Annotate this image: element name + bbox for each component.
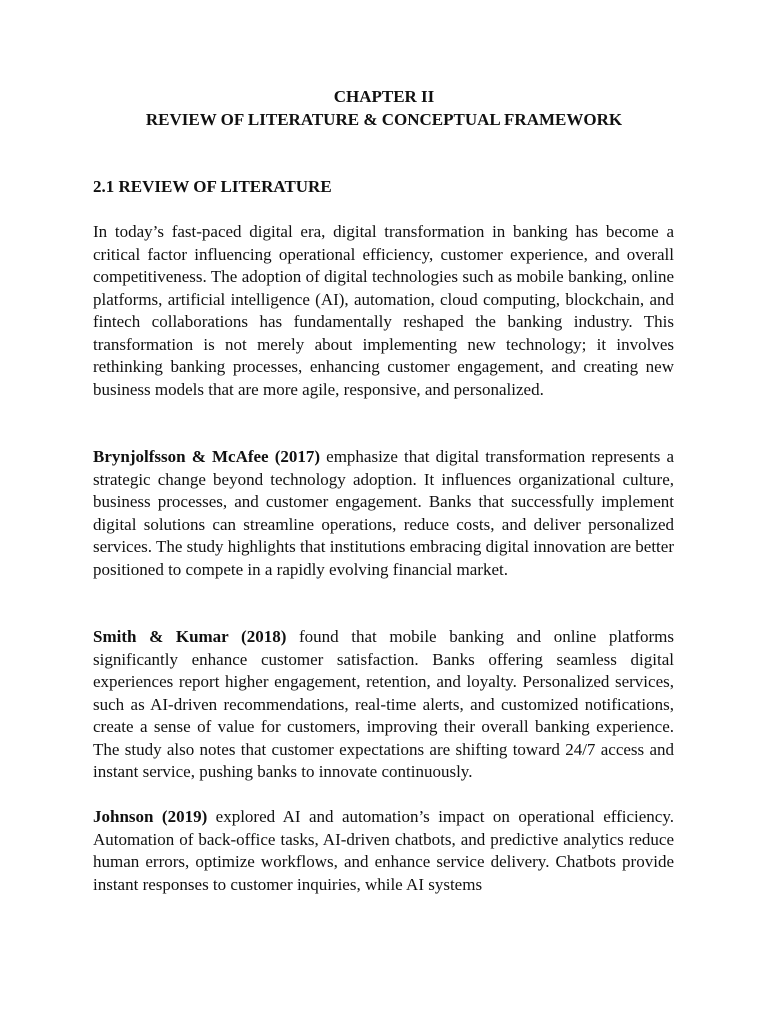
chapter-heading xyxy=(0,86,768,131)
intro-paragraph xyxy=(93,221,674,401)
chapter-number: CHAPTER II xyxy=(333,87,435,106)
paragraph-text: explored AI and automation’s impact on operational efficiency. Automation of back-office tasks, AI-driven chatbots, and predictive analytics reduce human errors, optimize workflows, and enhance service delivery. Chatbots provide instant responses to customer inquiries, while AI systems xyxy=(93,807,674,894)
review-paragraph-brynjolfsson xyxy=(93,446,674,581)
paragraph-text: found that mobile banking and online platforms significantly enhance customer satisfaction. Banks offering seamless digital experiences report higher engagement, retention, and loyalty. Personalized services, such as AI-driven recommendations, real-time alerts, and customized notifications, create a sense of value for customers, improving their overall banking experience. The study also notes that customer expectations are shifting toward 24/7 access and instant service, pushing banks to innovate continuously. xyxy=(93,627,675,781)
paragraph-text: emphasize that digital transformation represents a strategic change beyond technology adoption. It influences organizational culture, business processes, and customer engagement. Banks that successfully implement digital solutions can streamline operations, reduce costs, and deliver personalized services. The study highlights that institutions embracing digital innovation are better positioned to compete in a rapidly evolving financial market. xyxy=(93,447,674,579)
citation: Johnson (2019) xyxy=(93,807,208,826)
chapter-title: REVIEW OF LITERATURE & CONCEPTUAL FRAMEWORK xyxy=(145,109,623,129)
review-paragraph-smith-kumar xyxy=(93,626,674,784)
paragraph-text: In today’s fast-paced digital era, digital transformation in banking has become a critical factor influencing operational efficiency, customer experience, and overall competitiveness. The adoption of digital technologies such as mobile banking, online platforms, artificial intelligence (AI), automation, cloud computing, blockchain, and fintech collaborations has fundamentally reshaped the banking industry. This transformation is not merely about implementing new technology; it involves rethinking banking processes, enhancing customer engagement, and creating new business models that are more agile, responsive, and personalized. xyxy=(93,222,674,399)
citation: Smith & Kumar (2018) xyxy=(93,627,287,646)
citation: Brynjolfsson & McAfee (2017) xyxy=(93,447,321,466)
section-heading: 2.1 REVIEW OF LITERATURE xyxy=(93,177,332,196)
review-paragraph-johnson xyxy=(93,806,674,896)
